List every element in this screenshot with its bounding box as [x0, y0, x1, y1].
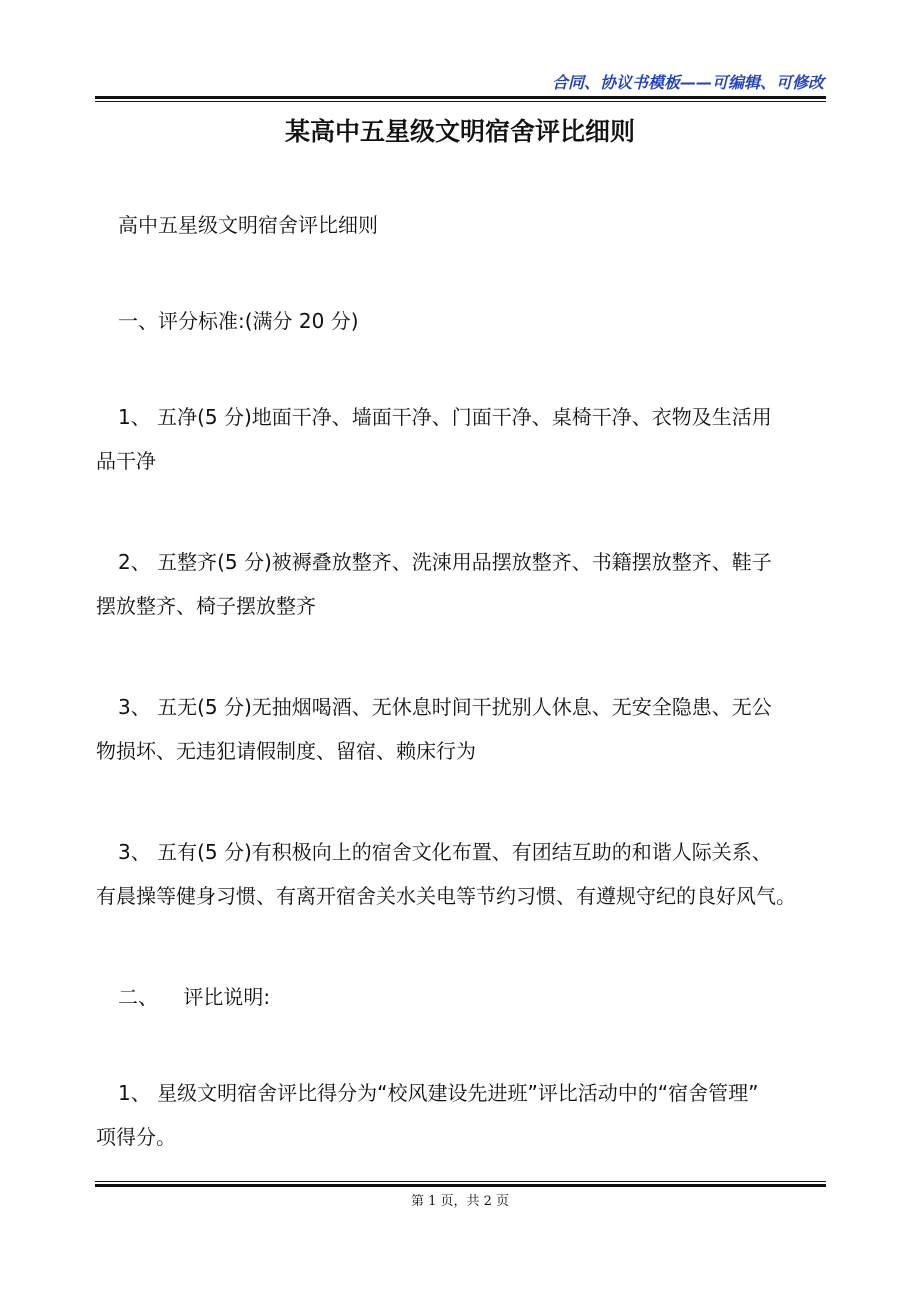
paragraph-line: 二、 评比说明:: [118, 985, 271, 1009]
paragraph-section-1-heading: [96, 299, 828, 343]
paragraph-line: 项得分。: [96, 1125, 176, 1149]
paragraph-line: 品干净: [96, 449, 156, 473]
page-number: 第 1 页，共 2 页: [410, 1194, 510, 1209]
paragraph-line: 1、 星级文明宿舍评比得分为“校风建设先进班”评比活动中的“宿舍管理”: [118, 1081, 759, 1105]
paragraph-line: 一、评分标准:(满分 20 分): [118, 309, 359, 333]
paragraph-item-rating-note: [96, 1071, 828, 1159]
paragraph-line: 有晨操等健身习惯、有离开宿舍关水关电等节约习惯、有遵规守纪的良好风气。: [96, 884, 796, 908]
document-title: 某高中五星级文明宿舍评比细则: [284, 117, 635, 146]
paragraph-line: 物损坏、无违犯请假制度、留宿、赖床行为: [96, 739, 476, 763]
paragraph-line: 摆放整齐、椅子摆放整齐: [96, 594, 316, 618]
paragraph-item-clean: [96, 395, 828, 483]
template-tagline: 合同、协议书模板——可编辑、可修改: [551, 73, 824, 92]
paragraph-intro: [96, 203, 828, 247]
paragraph-section-2-heading: [96, 975, 828, 1019]
paragraph-line: 3、 五无(5 分)无抽烟喝酒、无休息时间干扰别人休息、无安全隐患、无公: [118, 695, 772, 719]
paragraph-item-tidy: [96, 540, 828, 628]
footer-rule-thick: [95, 1184, 826, 1187]
footer-rule-thin: [95, 1181, 826, 1182]
paragraph-line: 2、 五整齐(5 分)被褥叠放整齐、洗涑用品摆放整齐、书籍摆放整齐、鞋子: [118, 550, 772, 574]
paragraph-item-have: [96, 830, 828, 918]
paragraph-line: 3、 五有(5 分)有积极向上的宿舍文化布置、有团结互助的和谐人际关系、: [118, 840, 772, 864]
paragraph-line: 1、 五净(5 分)地面干净、墙面干净、门面干净、桌椅干净、衣物及生活用: [118, 405, 772, 429]
paragraph-line: 高中五星级文明宿舍评比细则: [118, 213, 378, 237]
header-rule-thick: [95, 96, 826, 99]
paragraph-item-none: [96, 685, 828, 773]
header-rule-thin: [95, 101, 826, 102]
